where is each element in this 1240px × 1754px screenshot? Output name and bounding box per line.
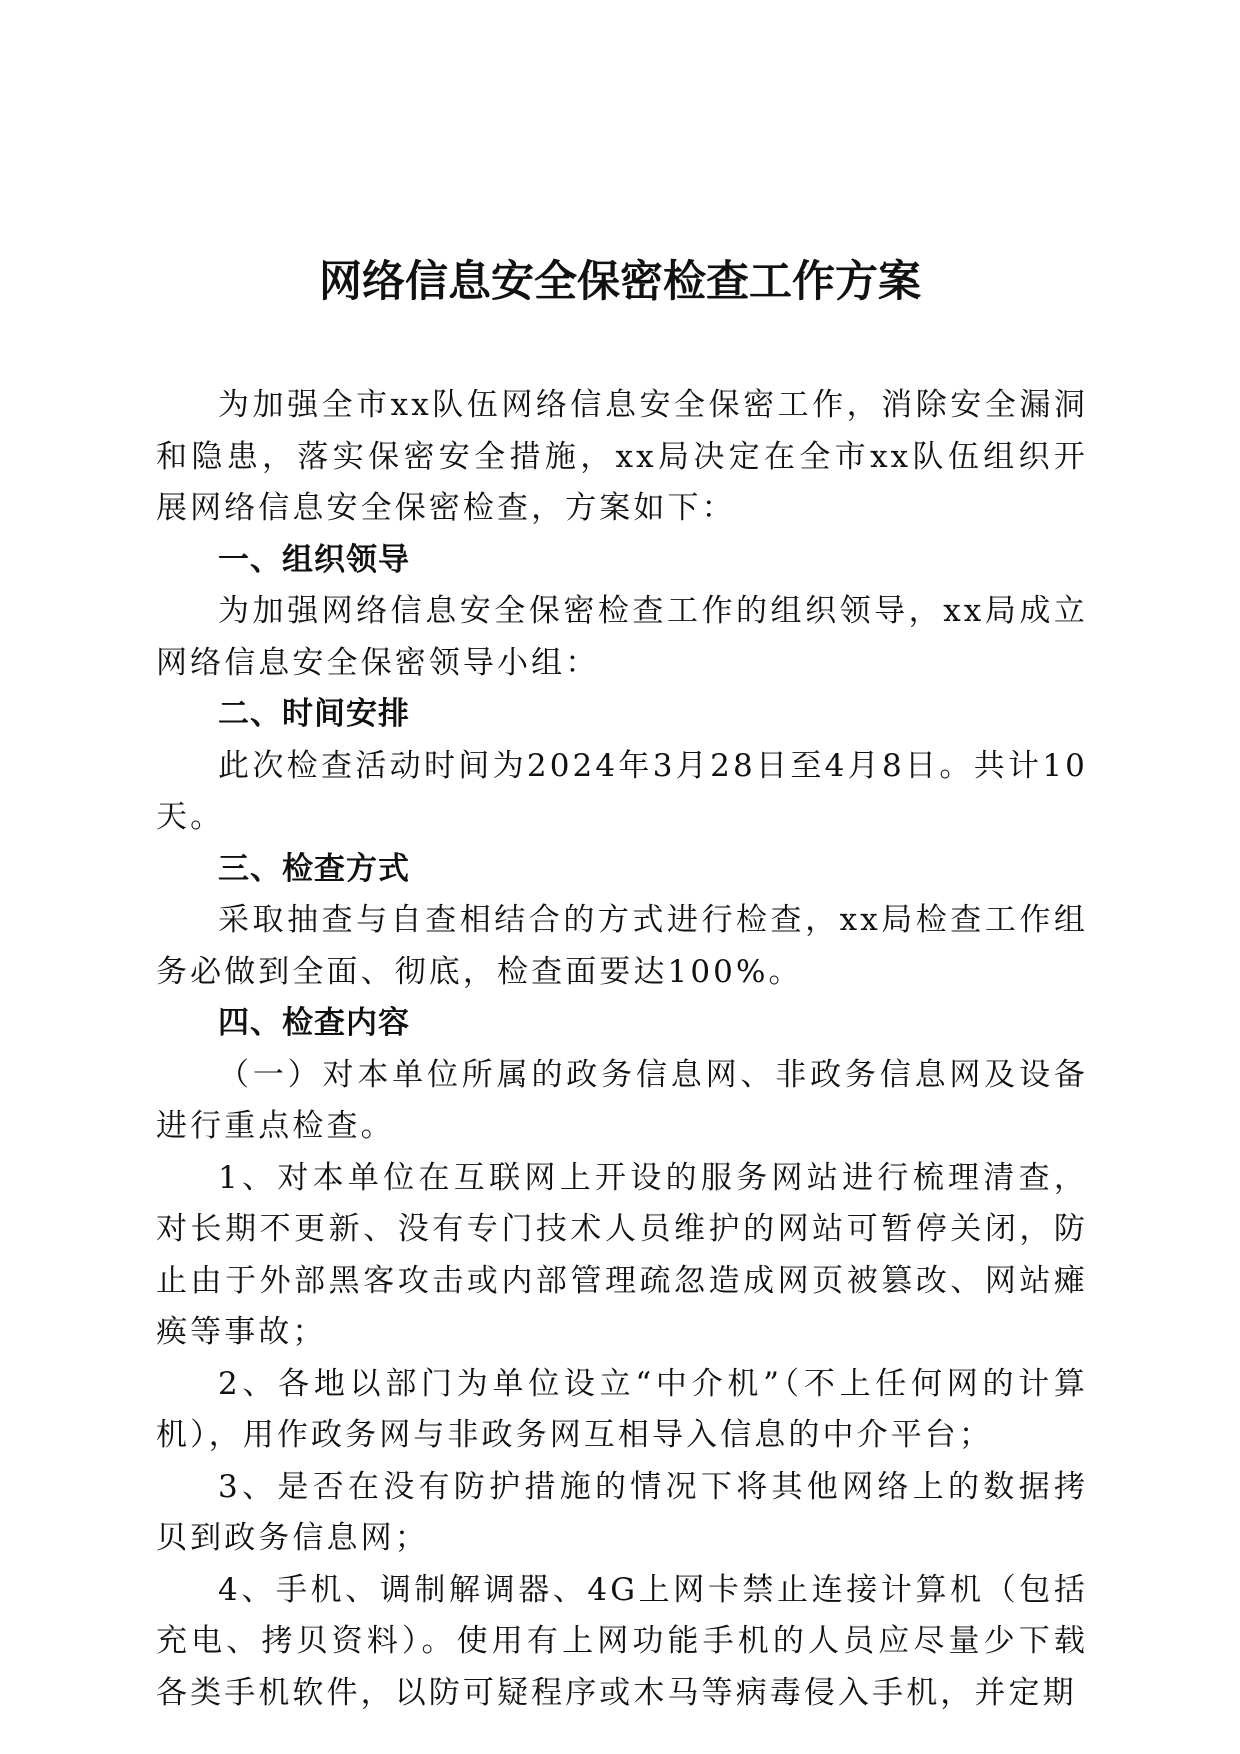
intro-paragraph: 为加强全市xx队伍网络信息安全保密工作，消除安全漏洞和隐患，落实保密安全措施，xx局决定在全市xx队伍组织开展网络信息安全保密检查，方案如下： (156, 387, 1088, 526)
content-subsection-1: （一）对本单位所属的政务信息网、非政务信息网及设备进行重点检查。 (156, 1056, 1088, 1144)
content-item-3: 3、是否在没有防护措施的情况下将其他网络上的数据拷贝到政务信息网； (156, 1468, 1088, 1556)
content-item-4: 4、手机、调制解调器、4G上网卡禁止连接计算机（包括充电、拷贝资料）。使用有上网功能手机的人员应尽量少下载各类手机软件，以防可疑程序或木马等病毒侵入手机，并定期 (156, 1571, 1088, 1711)
document-title: 网络信息安全保密检查工作方案 (319, 257, 921, 307)
section-heading-schedule: 二、时间安排 (218, 696, 410, 732)
section-heading-content: 四、检查内容 (218, 1005, 410, 1041)
schedule-paragraph: 此次检查活动时间为2024年3月28日至4月8日。共计10天。 (156, 747, 1088, 835)
section-heading-method: 三、检查方式 (218, 850, 410, 887)
content-item-2: 2、各地以部门为单位设立“中介机”（不上任何网的计算机），用作政务网与非政务网互相导入信息的中介平台； (156, 1365, 1088, 1453)
content-item-1: 1、对本单位在互联网上开设的服务网站进行梳理清查，对长期不更新、没有专门技术人员维护的网站可暂停关闭，防止由于外部黑客攻击或内部管理疏忽造成网页被篡改、网站瘫痪等事故； (156, 1159, 1088, 1350)
section-heading-organization: 一、组织领导 (218, 541, 410, 578)
organization-paragraph: 为加强网络信息安全保密检查工作的组织领导，xx局成立网络信息安全保密领导小组： (156, 593, 1088, 681)
method-paragraph: 采取抽查与自查相结合的方式进行检查，xx局检查工作组务必做到全面、彻底，检查面要达100%。 (156, 902, 1088, 990)
document-body (156, 380, 1088, 1719)
